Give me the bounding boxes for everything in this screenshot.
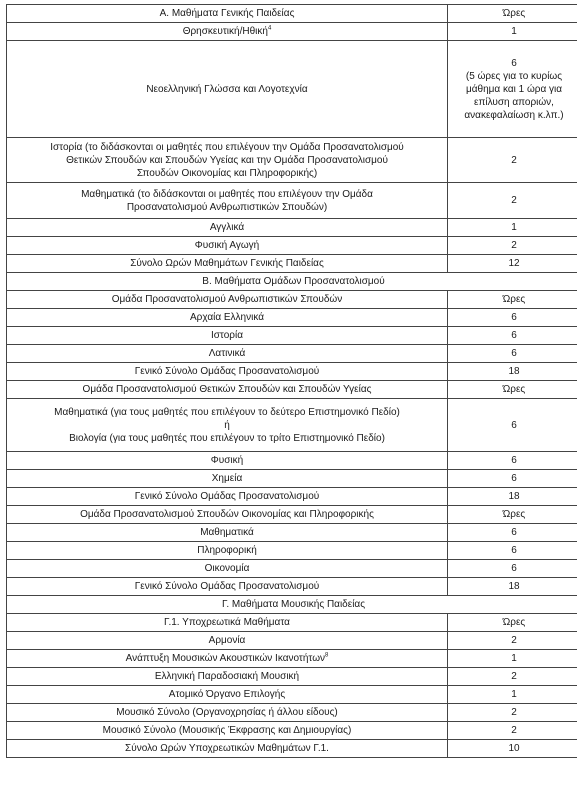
hours-cell — [448, 309, 577, 327]
hours-value: 6 (5 ώρες για το κυρίως μάθημα και 1 ώρα για επίλυση αποριών, ανακεφαλαίωση κ.λπ.) — [464, 57, 564, 121]
subject-cell — [7, 219, 448, 237]
subject-cell — [7, 255, 448, 273]
hours-cell — [448, 237, 577, 255]
subject-name: Αγγλικά — [209, 222, 245, 233]
hours-header-cell — [448, 5, 577, 23]
subject-cell — [7, 309, 448, 327]
table-row — [7, 578, 577, 596]
table-row — [7, 560, 577, 578]
hours-value: 1 — [511, 653, 517, 664]
table-row — [7, 399, 577, 452]
subject-name: Πληροφορική — [197, 545, 257, 556]
table-row — [7, 23, 577, 41]
table-row — [7, 542, 577, 560]
group-title-cell — [7, 291, 448, 309]
hours-cell — [448, 363, 577, 381]
subject-cell — [7, 23, 448, 41]
hours-value: 2 — [511, 195, 517, 206]
hours-cell — [448, 327, 577, 345]
subject-cell — [7, 399, 448, 452]
subject-cell — [7, 668, 448, 686]
group-header-row — [7, 291, 577, 309]
hours-value: 2 — [511, 725, 517, 736]
table-row — [7, 668, 577, 686]
hours-value: 18 — [508, 491, 520, 502]
table-row — [7, 740, 577, 758]
hours-cell — [448, 722, 577, 740]
hours-value: 18 — [508, 581, 520, 592]
group-title: Α. Μαθήματα Γενικής Παιδείας — [159, 8, 295, 19]
subject-cell — [7, 632, 448, 650]
hours-value: 6 — [511, 330, 517, 341]
table-body — [7, 5, 577, 758]
footnote-marker: 8 — [325, 652, 329, 659]
table-row — [7, 309, 577, 327]
subject-cell — [7, 740, 448, 758]
hours-header: Ώρες — [502, 384, 526, 395]
table-row — [7, 219, 577, 237]
group-title: Ομάδα Προσανατολισμού Σπουδών Οικονομίας και Πληροφορικής — [80, 509, 374, 520]
hours-value: 2 — [511, 635, 517, 646]
hours-cell — [448, 686, 577, 704]
subject-name: Ανάπτυξη Μουσικών Ακουστικών Ικανοτήτων — [125, 653, 326, 664]
subject-name: Ιστορία — [210, 330, 243, 341]
group-title: Ομάδα Προσανατολισμού Ανθρωπιστικών Σπουδών — [111, 294, 343, 305]
subject-cell — [7, 704, 448, 722]
subject-name: Μαθηματικά — [200, 527, 254, 538]
hours-cell — [448, 399, 577, 452]
subject-name: Μαθηματικά (το διδάσκονται οι μαθητές που επιλέγουν την Ομάδα Προσανατολισμού Ανθρωπιστικών Σπουδών) — [81, 188, 373, 213]
hours-value: 1 — [511, 689, 517, 700]
hours-header-cell — [448, 506, 577, 524]
hours-value: 18 — [508, 366, 520, 377]
hours-value: 6 — [511, 545, 517, 556]
section-title-cell — [7, 596, 577, 614]
hours-value: 12 — [508, 258, 520, 269]
hours-cell — [448, 560, 577, 578]
subject-name: Λατινικά — [208, 348, 246, 359]
table-row — [7, 470, 577, 488]
hours-cell — [448, 23, 577, 41]
table-row — [7, 686, 577, 704]
table-row — [7, 345, 577, 363]
table-row — [7, 632, 577, 650]
group-header-row — [7, 5, 577, 23]
table-row — [7, 722, 577, 740]
hours-cell — [448, 650, 577, 668]
subject-cell — [7, 363, 448, 381]
footnote-marker: 4 — [267, 25, 272, 32]
table-row — [7, 255, 577, 273]
subject-cell — [7, 237, 448, 255]
section-title: Β. Μαθήματα Ομάδων Προσανατολισμού — [202, 276, 385, 287]
subject-cell — [7, 41, 448, 138]
subject-name: Γενικό Σύνολο Ομάδας Προσανατολισμού — [134, 366, 320, 377]
group-title-cell — [7, 381, 448, 399]
hours-cell — [448, 488, 577, 506]
hours-cell — [448, 452, 577, 470]
section-row — [7, 273, 577, 291]
hours-cell — [448, 632, 577, 650]
hours-cell — [448, 542, 577, 560]
hours-cell — [448, 219, 577, 237]
subject-cell — [7, 686, 448, 704]
hours-cell — [448, 345, 577, 363]
hours-value: 1 — [511, 222, 517, 233]
subject-name: Μαθηματικά (για τους μαθητές που επιλέγουν το δεύτερο Επιστημονικό Πεδίο) ή Βιολογία (για τους μαθητές που επιλέγουν το τρίτο Επιστημονικό Πεδίο) — [54, 406, 400, 444]
hours-cell — [448, 138, 577, 183]
hours-value: 6 — [511, 563, 517, 574]
hours-header: Ώρες — [502, 509, 526, 520]
hours-header-cell — [448, 614, 577, 632]
subject-name: Θρησκευτική/Ηθική — [182, 26, 268, 37]
subject-name: Οικονομία — [204, 563, 250, 574]
hours-value: 6 — [511, 419, 517, 431]
subject-cell — [7, 452, 448, 470]
subject-cell — [7, 542, 448, 560]
table-row — [7, 327, 577, 345]
subject-name: Σύνολο Ωρών Μαθημάτων Γενικής Παιδείας — [130, 258, 324, 269]
subject-cell — [7, 470, 448, 488]
subject-name: Νεοελληνική Γλώσσα και Λογοτεχνία — [146, 83, 308, 95]
table-row — [7, 488, 577, 506]
subject-cell — [7, 650, 448, 668]
hours-header: Ώρες — [502, 294, 526, 305]
table-row — [7, 650, 577, 668]
hours-value: 6 — [511, 312, 517, 323]
hours-cell — [448, 183, 577, 219]
table-row — [7, 41, 577, 138]
hours-cell — [448, 41, 577, 138]
table-row — [7, 704, 577, 722]
subject-name: Γενικό Σύνολο Ομάδας Προσανατολισμού — [134, 491, 320, 502]
subject-name: Χημεία — [211, 473, 243, 484]
group-header-row — [7, 506, 577, 524]
table-row — [7, 452, 577, 470]
subject-cell — [7, 327, 448, 345]
subject-name: Μουσικό Σύνολο (Οργανοχρησίας ή άλλου είδους) — [116, 707, 338, 718]
subject-cell — [7, 524, 448, 542]
group-title: Ομάδα Προσανατολισμού Θετικών Σπουδών και Σπουδών Υγείας — [82, 384, 372, 395]
hours-value: 6 — [511, 527, 517, 538]
hours-cell — [448, 740, 577, 758]
subject-cell — [7, 578, 448, 596]
hours-value: 10 — [508, 743, 520, 754]
subject-name: Ατομικό Όργανο Επιλογής — [168, 689, 286, 700]
subject-name: Γενικό Σύνολο Ομάδας Προσανατολισμού — [134, 581, 320, 592]
hours-value: 2 — [511, 154, 517, 166]
subject-name: Αρχαία Ελληνικά — [189, 312, 264, 323]
subject-cell — [7, 138, 448, 183]
hours-value: 6 — [511, 455, 517, 466]
hours-cell — [448, 668, 577, 686]
subject-cell — [7, 722, 448, 740]
hours-header: Ώρες — [502, 617, 526, 628]
section-title-cell — [7, 273, 577, 291]
section-row — [7, 596, 577, 614]
hours-value: 6 — [511, 473, 517, 484]
hours-cell — [448, 255, 577, 273]
section-title: Γ. Μαθήματα Μουσικής Παιδείας — [221, 599, 366, 610]
hours-cell — [448, 470, 577, 488]
hours-cell — [448, 704, 577, 722]
table-row — [7, 138, 577, 183]
hours-value: 2 — [511, 240, 517, 251]
table-row — [7, 237, 577, 255]
subject-cell — [7, 488, 448, 506]
hours-value: 2 — [511, 707, 517, 718]
hours-cell — [448, 578, 577, 596]
subject-name: Φυσική — [210, 455, 244, 466]
hours-cell — [448, 524, 577, 542]
subject-name: Φυσική Αγωγή — [194, 240, 260, 251]
subject-cell — [7, 345, 448, 363]
group-header-row — [7, 381, 577, 399]
curriculum-hours-table — [6, 4, 577, 758]
table-row — [7, 363, 577, 381]
hours-header: Ώρες — [502, 8, 526, 19]
group-title-cell — [7, 506, 448, 524]
hours-header-cell — [448, 291, 577, 309]
hours-value: 6 — [511, 348, 517, 359]
hours-header-cell — [448, 381, 577, 399]
group-title: Γ.1. Υποχρεωτικά Μαθήματα — [164, 617, 290, 628]
subject-name: Ελληνική Παραδοσιακή Μουσική — [154, 671, 300, 682]
subject-name: Σύνολο Ωρών Υποχρεωτικών Μαθημάτων Γ.1. — [125, 743, 329, 754]
subject-cell — [7, 560, 448, 578]
hours-value: 1 — [511, 26, 517, 37]
subject-name: Ιστορία (το διδάσκονται οι μαθητές που επιλέγουν την Ομάδα Προσανατολισμού Θετικών Σπουδών και Σπουδών Υγείας και την Ομάδα Προσανατολισμού Σπουδών Οικονομίας και Πληροφορικής) — [50, 141, 404, 179]
hours-value: 2 — [511, 671, 517, 682]
table-row — [7, 524, 577, 542]
group-title-cell — [7, 5, 448, 23]
table-row — [7, 183, 577, 219]
subject-name: Αρμονία — [208, 635, 246, 646]
group-title-cell — [7, 614, 448, 632]
subject-cell — [7, 183, 448, 219]
subject-name: Μουσικό Σύνολο (Μουσικής Έκφρασης και Δημιουργίας) — [102, 725, 352, 736]
group-header-row — [7, 614, 577, 632]
